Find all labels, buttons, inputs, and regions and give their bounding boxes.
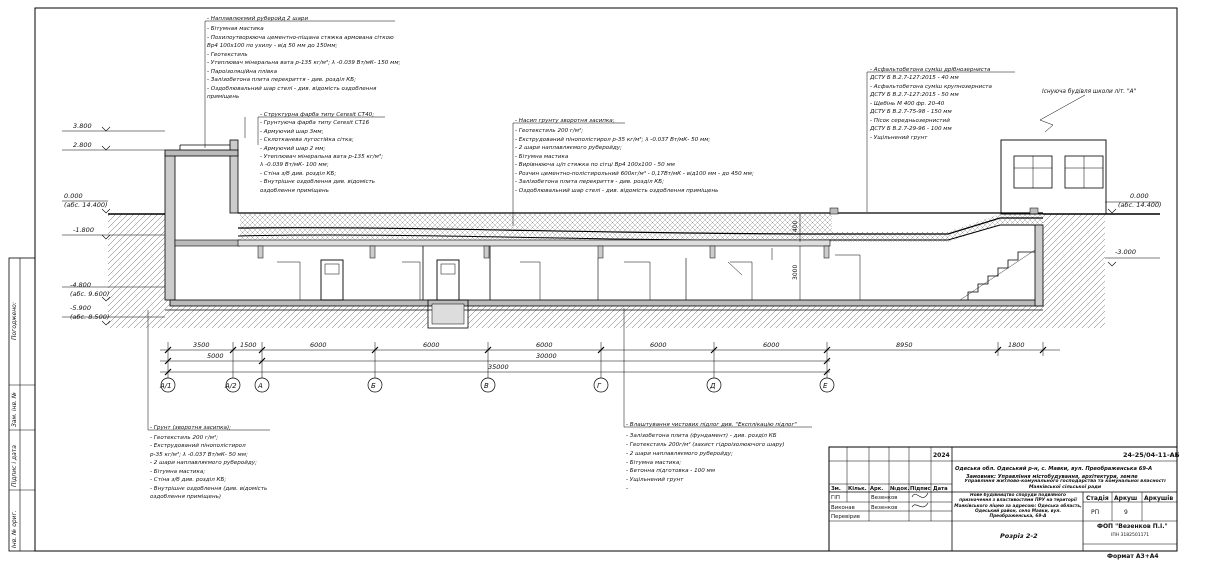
- axis-e: Е: [823, 382, 828, 390]
- level-right-0000: 0.000: [1130, 192, 1149, 200]
- level-4800: -4.800: [70, 281, 91, 289]
- dim-1500: 1500: [240, 341, 257, 349]
- stamp-sign-date: Підпис і дата: [11, 445, 18, 487]
- pave-layer-2: ДСТУ Б В.2.7-127:2015 - 40 мм: [870, 75, 959, 81]
- axis-v: В: [484, 382, 489, 390]
- col-zm: Зм.: [831, 486, 841, 492]
- wall-layer-4: - Склотканева лугостійка сітка;: [260, 137, 354, 143]
- annotation-floor-layers: [626, 422, 797, 492]
- dim-5000: 5000: [207, 352, 224, 360]
- side-stamp: [9, 258, 35, 551]
- bl-layer-3: - Екструдований пінополістирол: [150, 443, 246, 449]
- role-executor: Виконав: [831, 505, 855, 511]
- dim-3500: 3500: [193, 341, 210, 349]
- project-org: Управління житлово-комунального господарства та комунальної власності Маяківської сільської ради: [964, 479, 1166, 490]
- stage-value: РП: [1091, 509, 1100, 516]
- annotation-roof-layers: [207, 16, 401, 100]
- name-gip: Везенков: [871, 495, 898, 501]
- stamp-orig-inv: Інв. № ориг.: [11, 510, 18, 548]
- dim-6000-2: 6000: [423, 341, 440, 349]
- col-ark: Арк.: [870, 486, 884, 492]
- level-4800-abs: (абс. 9.600): [70, 290, 110, 298]
- cover-layer-4: - 2 шари наплавляємого руберойду;: [515, 145, 622, 151]
- cover-layer-5: - Бітумна мастика: [515, 154, 569, 160]
- col-ndok: №док.: [890, 486, 910, 492]
- floor-layer-5: - Бітумна мастика;: [626, 460, 682, 466]
- dim-30000: 30000: [536, 352, 557, 360]
- bl-layer-7: - Стіна з/б див. розділ КБ;: [150, 477, 227, 483]
- annotation-cover-layers: [515, 118, 754, 194]
- level-2800: 2.800: [73, 141, 92, 149]
- dim-400: 400: [792, 220, 799, 232]
- floor-layer-3: - Геотекстиль 200г/м² (захист гідроізолюючого шару): [626, 442, 785, 448]
- cover-layer-3: - Екструдований пінополістирол p-35 кг/м³; λ -0.037 Вт/мК- 50 мм;: [515, 137, 711, 143]
- elevation-marks-right: [1105, 202, 1160, 266]
- cover-layer-9: - Оздоблювальний шар стелі - див. відомість оздоблення приміщень: [515, 188, 719, 194]
- roof-layer-10: приміщень: [207, 94, 240, 100]
- level-5900: -5.900: [70, 304, 91, 312]
- floor-layer-8: -: [626, 486, 629, 492]
- bl-layer-1: - Грунт (зворотня засипка);: [150, 425, 232, 431]
- roof-layer-9: - Оздоблювальний шар стелі - див. відомість оздоблення: [207, 86, 377, 92]
- pave-layer-7: - Пісок середньозернистий: [870, 118, 950, 124]
- pave-layer-3: - Асфальтобетона суміш крупнозерниста: [870, 84, 992, 90]
- level-0000-abs: (абс. 14.400): [64, 201, 108, 209]
- cover-layer-2: - Геотекстиль 200 г/м²;: [515, 128, 584, 134]
- floor-layer-4: - 2 шари наплавляємого руберойду;: [626, 451, 733, 457]
- stamp-replace-inv: Зам. інв. №: [11, 391, 18, 427]
- bl-layer-8: - Внутрішнє оздоблення (див. відомість: [150, 486, 268, 492]
- col-pidpys: Підпис: [910, 486, 931, 492]
- col-kilk: Кільк.: [848, 486, 867, 492]
- level-right-3000: -3.000: [1115, 248, 1136, 256]
- firm-name: ФОП "Везенков П.І.": [1097, 523, 1168, 530]
- roof-layer-3: - Похилоутворююча цементно-піщана стяжка армована сіткою: [207, 35, 394, 41]
- level-5900-abs: (абс. 8.500): [70, 313, 110, 321]
- roof-layer-6: - Утеплювач мінеральна вата p-135 кг/м³; λ -0.039 Вт/мК- 150 мм;: [207, 60, 401, 66]
- role-gip: ГІП: [831, 495, 840, 501]
- wall-layer-3: - Армуючий шар 3мм;: [260, 129, 324, 135]
- stamp-agreed: Погоджено:: [11, 302, 18, 340]
- sheet-label: Аркуш: [1114, 495, 1138, 502]
- axis-a: А: [258, 382, 263, 390]
- axis-a1: А/1: [160, 382, 172, 390]
- existing-building-label: Існуюча будівля школи літ. "А": [1042, 89, 1137, 95]
- sheet-value: 9: [1124, 509, 1128, 516]
- project-customer: Замовник: Управління містобудування, архітектури, земле: [966, 474, 1138, 480]
- floor-layer-6: - Бетонна підготовка - 100 мм: [626, 468, 715, 474]
- roof-layer-8: - Залізобетона плита перекриття - див. розділ КБ;: [207, 77, 356, 83]
- sheet-title: Розріз 2-2: [1000, 532, 1038, 540]
- wall-layer-2: - Грунтуюча фарба типу Ceresit CT16: [260, 120, 370, 126]
- level-3800: 3.800: [73, 122, 92, 130]
- pave-layer-8: ДСТУ Б В.2.7-29-96 - 100 мм: [870, 126, 952, 132]
- col-data: Дата: [933, 486, 948, 492]
- name-executor: Везенков: [871, 505, 898, 511]
- roof-layer-4: Вр4 100х100 по ухилу - від 50 мм до 150мм;: [207, 43, 338, 49]
- floor-layer-2: - Залізобетона плита (фундамент) - див. розділ КБ: [626, 433, 777, 439]
- wall-layer-8: - Стіна з/б див. розділ КБ;: [260, 171, 337, 177]
- cover-layer-8: - Залізобетона плита перекриття - див. розділ КБ;: [515, 179, 664, 185]
- pave-layer-5: - Щебінь М 400 фр. 20-40: [870, 101, 945, 107]
- level-0000: 0.000: [64, 192, 83, 200]
- wall-layer-7: λ -0.039 Вт/мК- 100 мм;: [260, 162, 329, 168]
- cover-layer-7: - Розчин цементно-полістирольний 600кг/м³ - 0,17Вт/мК - від100 мм - до 450 мм;: [515, 171, 754, 177]
- dim-8950: 8950: [896, 341, 913, 349]
- role-checker: Перевірив: [831, 514, 860, 520]
- pave-layer-9: - Ущільнений грунт: [870, 135, 928, 141]
- bl-layer-9: оздоблення приміщень): [150, 494, 222, 500]
- cover-layer-1: - Насип грунту зворотня засипка;: [515, 118, 615, 124]
- roof-layer-7: - Пароізоляційна плівка: [207, 69, 278, 75]
- stage-label: Стадія: [1086, 495, 1109, 502]
- dim-6000-3: 6000: [536, 341, 553, 349]
- pave-layer-1: - Асфальтобетона суміш дрібнозерниста: [870, 67, 991, 73]
- project-org-box: [954, 479, 1176, 492]
- dim-3000: 3000: [792, 264, 799, 280]
- dim-6000-1: 6000: [310, 341, 327, 349]
- floor-layer-1: - Влаштування чистових підлог див. "Експлікацію підлог": [626, 422, 797, 428]
- annotation-pavement-layers: [869, 67, 993, 141]
- axis-d: Д: [710, 382, 716, 390]
- drawing-year: 2024: [933, 452, 950, 459]
- pave-layer-6: ДСТУ Б В.2.7-75-98 - 150 мм: [870, 109, 952, 115]
- bl-layer-6: - Бітумна мастика;: [150, 469, 206, 475]
- sheet-format: Формат А3+А4: [1107, 553, 1159, 560]
- wall-layer-10: оздоблення приміщень: [260, 188, 329, 194]
- annotation-wall-layers: [259, 112, 383, 194]
- dim-35000: 35000: [488, 363, 509, 371]
- bl-layer-5: - 2 шари наплавляємого руберойду;: [150, 460, 257, 466]
- firm-code: ІПН 3182501171: [1111, 533, 1150, 538]
- annotation-wall-below-layers: [149, 425, 267, 500]
- cover-layer-6: - Вирівнююча ц/п стяжка по сітці Вр4 100х100 - 50 мм: [515, 162, 675, 168]
- pave-layer-4: ДСТУ Б В.2.7-127:2015 - 50 мм: [870, 92, 959, 98]
- drawing-code: 24-25/04-11-АБ: [1123, 451, 1180, 459]
- floor-layer-7: - Ущільнений грунт: [626, 477, 684, 483]
- object-name-box: [954, 493, 1082, 521]
- wall-layer-9: - Внутрішнє оздоблення див. відомість: [260, 179, 376, 185]
- project-address: Одеська обл. Одеський р-н, с. Мавки, вул. Преображенська 69-А: [955, 466, 1153, 472]
- dim-1800: 1800: [1008, 341, 1025, 349]
- roof-layer-2: - Бітумная мастика: [207, 26, 264, 32]
- sheets-label: Аркушів: [1144, 495, 1174, 502]
- dim-6000-5: 6000: [763, 341, 780, 349]
- axis-a2: А/2: [225, 382, 237, 390]
- wall-layer-1: - Структурна фарба типу Ceresit CT40;: [260, 112, 375, 118]
- level-1800: -1.800: [73, 226, 94, 234]
- axis-b: Б: [371, 382, 376, 390]
- dimension-lines: [160, 342, 1060, 378]
- roof-layer-5: - Геотекстиль: [207, 52, 248, 58]
- level-right-0000-abs: (абс. 14.400): [1118, 201, 1162, 209]
- bl-layer-2: - Геотекстиль 200 г/м²;: [150, 435, 219, 441]
- object-name: Нове будівництво споруди подвійного призначення з властивостями ПРУ на території Маяківського ліцею за адресою: Одеська область, Одеський район, село Мавки, вул. Преображенська, 69-А: [954, 493, 1082, 520]
- bl-layer-4: p-35 кг/м³; λ -0.037 Вт/мК- 50 мм;: [150, 452, 248, 458]
- dim-6000-4: 6000: [650, 341, 667, 349]
- roof-layer-1: - Наплавлюємий руберойд 2 шари: [207, 16, 309, 22]
- wall-layer-6: - Утеплювач мінеральна вата p-135 кг/м³;: [260, 154, 384, 160]
- wall-layer-5: - Армуючий шар 2 мм;: [260, 146, 326, 152]
- axis-g: Г: [597, 382, 601, 390]
